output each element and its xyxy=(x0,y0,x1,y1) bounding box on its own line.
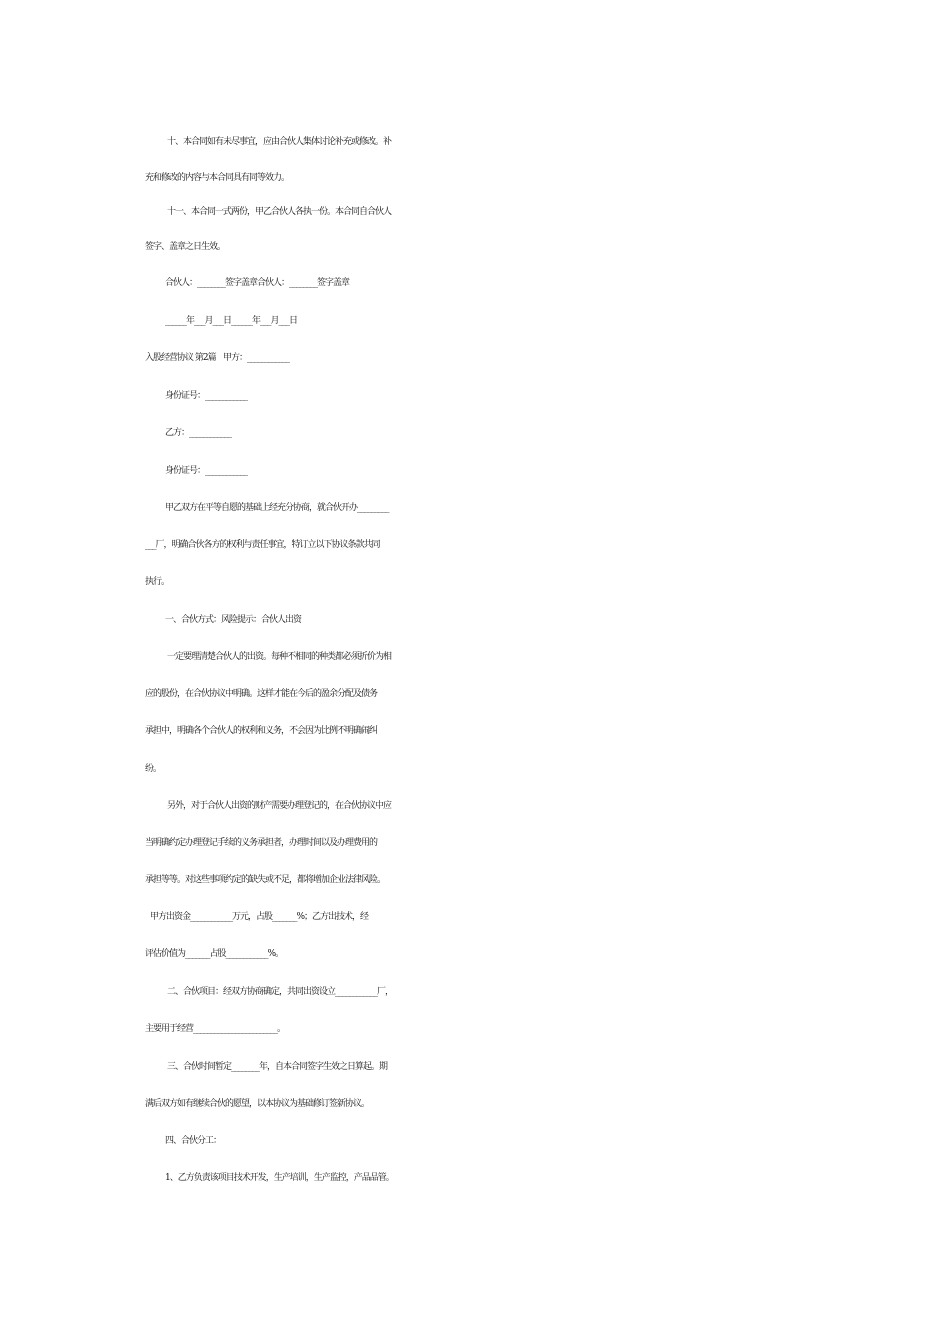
paragraph-line-11: 甲乙双方在平等自愿的基础上经充分协商，就合伙开办_________ xyxy=(165,503,389,513)
paragraph-line-15: 一定要理清楚合伙人的出资。每种不相同的种类都必须折价为相 xyxy=(167,652,392,662)
paragraph-line-23: 评估价值为_______占股____________%。 xyxy=(145,949,284,959)
paragraph-line-12: ___厂，明确合伙各方的权利与责任事宜，特订立以下协议条款共同 xyxy=(145,540,380,550)
paragraph-line-17: 承担中，明确各个合伙人的权利和义务，不会因为比例不明确闹纠 xyxy=(145,726,378,736)
paragraph-line-19: 另外，对于合伙人出资的财产需要办理登记的，在合伙协议中应 xyxy=(167,801,392,811)
paragraph-line-3: 十一、本合同一式两份，甲乙合伙人各执一份。本合同自合伙人 xyxy=(167,207,392,217)
section-heading-1: 一、合伙方式：风险提示：合伙人出资 xyxy=(165,615,302,625)
paragraph-line-29: 1、乙方负责该项目技术开发，生产培训，生产监控，产品品管。 xyxy=(165,1173,394,1183)
paragraph-line-13: 执行。 xyxy=(145,577,170,587)
paragraph-line-16: 应的股份，在合伙协议中明确。这样才能在今后的盈余分配及债务 xyxy=(145,689,378,699)
section-heading-3: 三、合伙时间暂定________年，自本合同签字生效之日算起。期 xyxy=(167,1062,388,1072)
paragraph-line-22: 甲方出资金____________万元，占股_______%；乙方出技术，经 xyxy=(150,912,369,922)
paragraph-line-1: 十、本合同如有未尽事宜，应由合伙人集体讨论补充或修改。补 xyxy=(167,137,392,147)
party-a-id-line: 身份证号：____________ xyxy=(165,391,248,401)
date-line: ______年___月___日______年___月___日 xyxy=(165,316,298,326)
paragraph-line-2: 充和修改的内容与本合同具有同等效力。 xyxy=(145,173,290,183)
party-b-id-line: 身份证号：____________ xyxy=(165,466,248,476)
section-heading-2: 二、合伙项目：经双方协商确定，共同出资设立____________厂， xyxy=(167,987,394,997)
section-heading-4: 四、合伙分工： xyxy=(165,1136,222,1146)
paragraph-line-18: 纷。 xyxy=(145,764,162,774)
party-b-line: 乙方：____________ xyxy=(165,428,232,438)
section-title-line: 入股经营协议 第2篇 甲方：____________ xyxy=(145,353,290,363)
paragraph-line-27: 满后双方如有继续合伙的愿望，以本协议为基础修订签新协议。 xyxy=(145,1099,370,1109)
paragraph-line-25: 主要用于经营________________________。 xyxy=(145,1024,286,1034)
signature-line: 合伙人：________签字盖章合伙人：________签字盖章 xyxy=(165,278,350,288)
paragraph-line-21: 承担等等。对这些事项约定的缺失或不足，都将增加企业法律风险。 xyxy=(145,875,386,885)
paragraph-line-20: 当明确约定办理登记手续的义务承担者，办理时间以及办理费用的 xyxy=(145,838,378,848)
paragraph-line-4: 签字、盖章之日生效。 xyxy=(145,242,226,252)
